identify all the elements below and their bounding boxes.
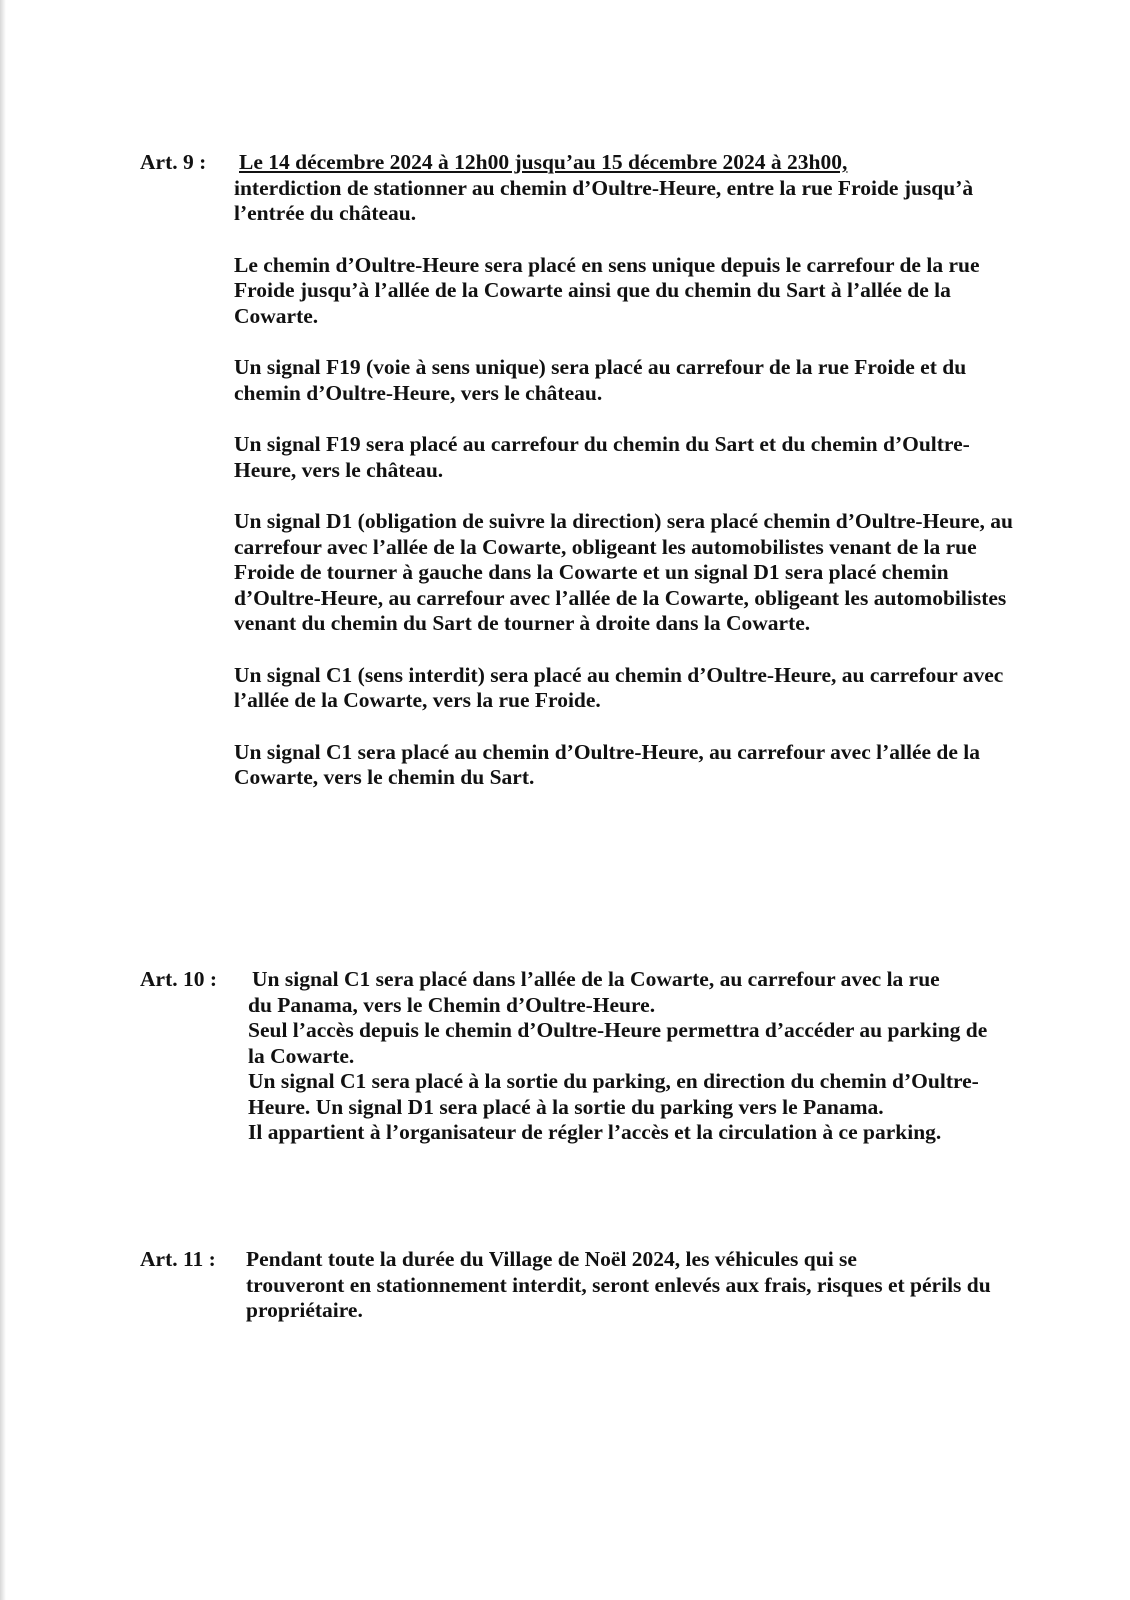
article-11 — [140, 1247, 1040, 1324]
article-11-first-line: Pendant toute la durée du Village de Noël 2024, les véhicules qui se — [246, 1247, 857, 1271]
article-10-first-line: Un signal C1 sera placé dans l’allée de la Cowarte, au carrefour avec la rue — [252, 967, 940, 991]
article-9-paragraph: Un signal D1 (obligation de suivre la direction) sera placé chemin d’Oultre-Heure, au carrefour avec l’allée de la Cowarte, obligeant les automobilistes venant de la rue Froide de tourner à gauche dans la Cowarte et un signal D1 sera placé chemin d’Oultre-Heure, au carrefour avec l’allée de la Cowarte, obligeant les automobilistes venant du chemin du Sart de tourner à droite dans la Cowarte. — [234, 509, 1013, 635]
article-10-line: du Panama, vers le Chemin d’Oultre-Heure. — [248, 992, 656, 1017]
article-9-paragraph: Un signal F19 (voie à sens unique) sera placé au carrefour de la rue Froide et du chemin d’Oultre-Heure, vers le château. — [234, 355, 967, 405]
scan-edge — [0, 0, 6, 1600]
article-10-line: Il appartient à l’organisateur de régler l’accès et la circulation à ce parking. — [248, 1120, 942, 1144]
article-9-paragraph: Le chemin d’Oultre-Heure sera placé en sens unique depuis le carrefour de la rue Froide jusqu’à l’allée de la Cowarte ainsi que du chemin du Sart à l’allée de la Cowarte. — [234, 252, 980, 328]
article-10 — [140, 967, 1040, 1146]
article-9-date-range: Le 14 décembre 2024 à 12h00 jusqu’au 15 décembre 2024 à 23h00, — [239, 150, 848, 174]
article-10-label: Art. 10 : — [140, 967, 218, 991]
article-9-paragraph: Un signal C1 sera placé au chemin d’Oultre-Heure, au carrefour avec l’allée de la Cowarte, vers le chemin du Sart. — [234, 739, 981, 789]
article-10-line: Un signal C1 sera placé à la sortie du parking, en direction du chemin d’Oultre-Heure. Un signal D1 sera placé à la sortie du parking vers le Panama. — [248, 1069, 979, 1119]
article-9-paragraph: interdiction de stationner au chemin d’Oultre-Heure, entre la rue Froide jusqu’à l’entrée du château. — [234, 175, 974, 225]
article-9-label: Art. 9 : — [140, 150, 207, 174]
article-9 — [140, 150, 1040, 817]
article-11-line: trouveront en stationnement interdit, seront enlevés aux frais, risques et périls du propriétaire. — [246, 1272, 991, 1322]
article-9-paragraph: Un signal F19 sera placé au carrefour du chemin du Sart et du chemin d’Oultre-Heure, vers le château. — [234, 432, 970, 482]
article-9-paragraph: Un signal C1 (sens interdit) sera placé au chemin d’Oultre-Heure, au carrefour avec l’allée de la Cowarte, vers la rue Froide. — [234, 662, 1004, 712]
article-11-label: Art. 11 : — [140, 1247, 216, 1271]
article-10-line: Seul l’accès depuis le chemin d’Oultre-Heure permettra d’accéder au parking de la Cowarte. — [248, 1018, 988, 1068]
